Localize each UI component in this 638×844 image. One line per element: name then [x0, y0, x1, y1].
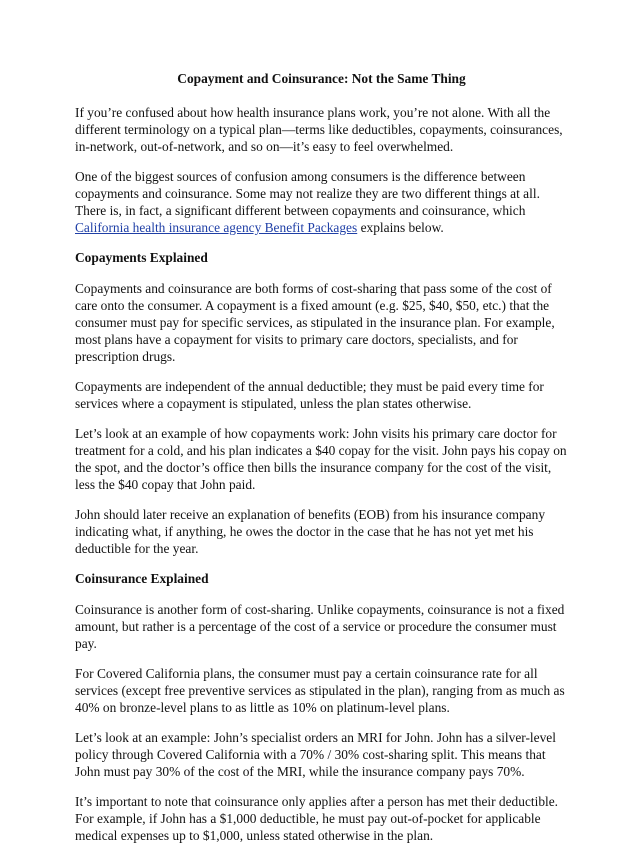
intro-paragraph-1: If you’re confused about how health insurance plans work, you’re not alone. With all the different terminology on a typical plan—terms like deductibles, copayments, coinsurances, in-network, out-of-network, and so on—it’s easy to feel overwhelmed. [75, 105, 563, 154]
coinsurance-paragraph-3: Let’s look at an example: John’s specialist orders an MRI for John. John has a silver-level policy through Covered California with a 70% / 30% cost-sharing split. This means that John must pay 30% of the cost of the MRI, while the insurance company pays 70%. [75, 730, 556, 779]
intro-paragraph-2-text-start: One of the biggest sources of confusion among consumers is the difference between copayments and coinsurance. Some may not realize they are two different things at all. There is, in fact, a significant different between copayments and coinsurance, which [75, 169, 540, 218]
copayments-paragraph-3: Let’s look at an example of how copayments work: John visits his primary care doctor for treatment for a cold, and his plan indicates a $40 copay for the visit. John pays his copay on the spot, and the doctor’s office then bills the insurance company for the cost of the visit, less the $40 copay that John paid. [75, 426, 567, 492]
coinsurance-paragraph-1: Coinsurance is another form of cost-sharing. Unlike copayments, coinsurance is not a fixed amount, but rather is a percentage of the cost of a service or procedure the consumer must pay. [75, 602, 565, 651]
benefit-packages-link[interactable]: California health insurance agency Benefit Packages [75, 220, 358, 235]
intro-paragraph-2 [75, 168, 568, 236]
coinsurance-paragraph-2: For Covered California plans, the consumer must pay a certain coinsurance rate for all services (except free preventive services as stipulated in the plan), ranging from as much as 40% on bronze-level plans to as little as 10% on platinum-level plans. [75, 666, 565, 715]
copayments-heading: Copayments Explained [75, 250, 208, 265]
copayments-paragraph-4: John should later receive an explanation of benefits (EOB) from his insurance company indicating what, if anything, he owes the doctor in the case that he has not yet met his deductible for the year. [75, 507, 546, 556]
coinsurance-paragraph-4: It’s important to note that coinsurance only applies after a person has met their deductible. For example, if John has a $1,000 deductible, he must pay out-of-pocket for applicable medical expenses up to $1,000, unless stated otherwise in the plan. [75, 794, 559, 843]
coinsurance-heading: Coinsurance Explained [75, 571, 209, 586]
copayments-paragraph-1: Copayments and coinsurance are both forms of cost-sharing that pass some of the cost of care onto the consumer. A copayment is a fixed amount (e.g. $25, $40, $50, etc.) that the consumer must pay for specific services, as stipulated in the insurance plan. For example, most plans have a copayment for visits to primary care doctors, specialists, and for prescription drugs. [75, 281, 555, 364]
copayments-paragraph-2: Copayments are independent of the annual deductible; they must be paid every time for services where a copayment is stipulated, unless the plan states otherwise. [75, 379, 544, 411]
intro-paragraph-2-text-end: explains below. [357, 220, 444, 235]
document-title: Copayment and Coinsurance: Not the Same Thing [177, 71, 466, 86]
